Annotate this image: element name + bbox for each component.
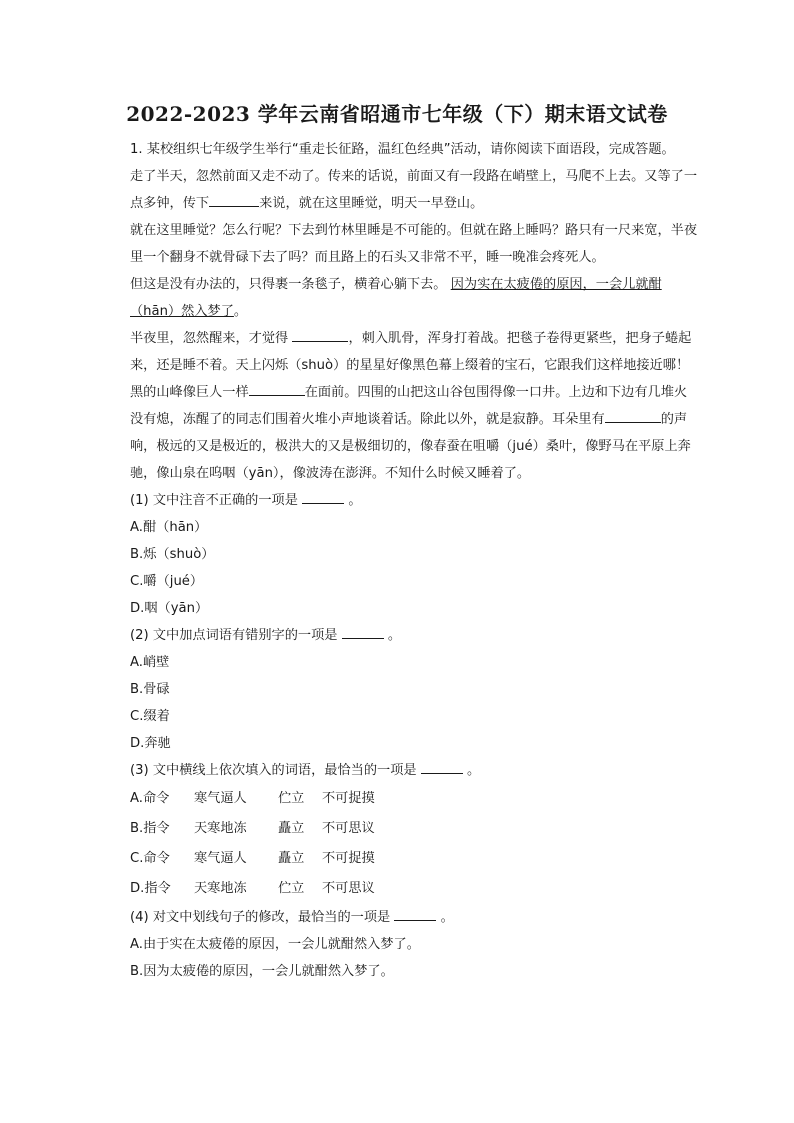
sub-question-1-stem (130, 487, 698, 514)
option-c: C.嚼（jué） (130, 574, 204, 589)
stem-text: (3) 文中横线上依次填入的词语，最恰当的一项是 (130, 763, 417, 778)
passage-paragraph-3 (130, 271, 698, 325)
answer-blank (302, 489, 344, 504)
option-word: 不可思议 (322, 821, 375, 836)
option-word: 天寒地冻 (194, 881, 247, 896)
option-a: A.由于实在太疲倦的原因，一会儿就酣然入梦了。 (130, 937, 420, 952)
option-d: D.咽（yān） (130, 601, 209, 616)
stem-text: (1) 文中注音不正确的一项是 (130, 493, 298, 508)
stem-end: 。 (348, 493, 362, 508)
passage-text: 半夜里，忽然醒来，才觉得 (130, 331, 289, 346)
option-word: 矗立 (278, 851, 305, 866)
stem-end: 。 (440, 910, 454, 925)
option-word: 不可捉摸 (322, 851, 375, 866)
option-b (130, 814, 698, 844)
passage-text: 但这是没有办法的，只得裹一条毯子，横着心躺下去。 (130, 277, 447, 292)
fill-blank (209, 192, 259, 207)
answer-blank (421, 759, 463, 774)
option-word: B.指令 (130, 821, 170, 836)
passage-text: 的声响，极远的又是极近的，极洪大的又是极细切的，像春蚕在咀嚼（jué）桑叶，像野马在平原上奔驰，像山泉在呜咽（yān），像波涛在澎湃。不知什么时候又睡着了。 (130, 412, 691, 481)
option-word: D.指令 (130, 881, 171, 896)
option-a: A.峭壁 (130, 655, 170, 670)
fill-blank (249, 381, 305, 396)
option-word: 伫立 (278, 881, 305, 896)
option-word: 寒气逼人 (194, 791, 247, 806)
passage-paragraph-1 (130, 163, 698, 217)
stem-text: (4) 对文中划线句子的修改，最恰当的一项是 (130, 910, 391, 925)
option-b: B.因为太疲倦的原因，一会儿就酣然入梦了。 (130, 964, 394, 979)
option-word: 不可捉摸 (322, 791, 375, 806)
passage-paragraph-4 (130, 325, 698, 487)
stem-end: 。 (467, 763, 481, 778)
option-a: A.酣（hān） (130, 520, 208, 535)
option-word: 天寒地冻 (194, 821, 247, 836)
option-c (130, 844, 698, 874)
option-a (130, 784, 698, 814)
option-word: 伫立 (278, 791, 305, 806)
fill-blank (292, 327, 348, 342)
option-d (130, 874, 698, 904)
option-word: 不可思议 (322, 881, 375, 896)
question-intro: 1. 某校组织七年级学生举行“重走长征路，温红色经典”活动，请你阅读下面语段，完成答题。 (130, 142, 675, 157)
answer-blank (394, 906, 436, 921)
option-word: 矗立 (278, 821, 305, 836)
option-b: B.烁（shuò） (130, 547, 215, 562)
fill-blank (605, 408, 661, 423)
page-title: 2022-2023 学年云南省昭通市七年级（下）期末语文试卷 (126, 102, 668, 126)
option-word: A.命令 (130, 791, 170, 806)
passage-text: ，刺入肌骨，浑身打着战。把毯子卷得更紧些，把身子蜷起来，还是睡不着。天上闪烁（shuò）的星星好像黑色幕上缀着的宝石，它跟我们这样地接近哪！黑的山峰像巨人一样 (130, 331, 692, 400)
option-d: D.奔驰 (130, 736, 171, 751)
stem-text: (2) 文中加点词语有错别字的一项是 (130, 628, 338, 643)
answer-blank (342, 624, 384, 639)
passage-text: 来说，就在这里睡觉，明天一早登山。 (259, 196, 484, 211)
underlined-sentence: 因为实在太疲倦的原因，一会儿就酣（hān）然入梦了 (130, 277, 662, 319)
sub-question-3-stem (130, 757, 698, 784)
option-word: C.命令 (130, 851, 170, 866)
question-content (130, 136, 698, 985)
sub-question-2-stem (130, 622, 698, 649)
option-b: B.骨碌 (130, 682, 170, 697)
passage-paragraph-2: 就在这里睡觉？怎么行呢？下去到竹林里睡是不可能的。但就在路上睡吗？路只有一尺来宽，半夜里一个翻身不就骨碌下去了吗？而且路上的石头又非常不平，睡一晚准会疼死人。 (130, 223, 698, 265)
sub-question-4-stem (130, 904, 698, 931)
option-c: C.缀着 (130, 709, 170, 724)
passage-text: 在面前。四围的山把这山谷包围得像一口井。上边和下边有几堆火没有熄，冻醒了的同志们围着火堆小声地谈着话。除此以外，就是寂静。耳朵里有 (130, 385, 688, 427)
stem-end: 。 (387, 628, 402, 643)
option-word: 寒气逼人 (194, 851, 247, 866)
passage-text: 走了半天，忽然前面又走不动了。传来的话说，前面又有一段路在峭壁上，马爬不上去。又等了一点多钟，传下 (130, 169, 698, 211)
passage-text: 。 (233, 304, 248, 319)
